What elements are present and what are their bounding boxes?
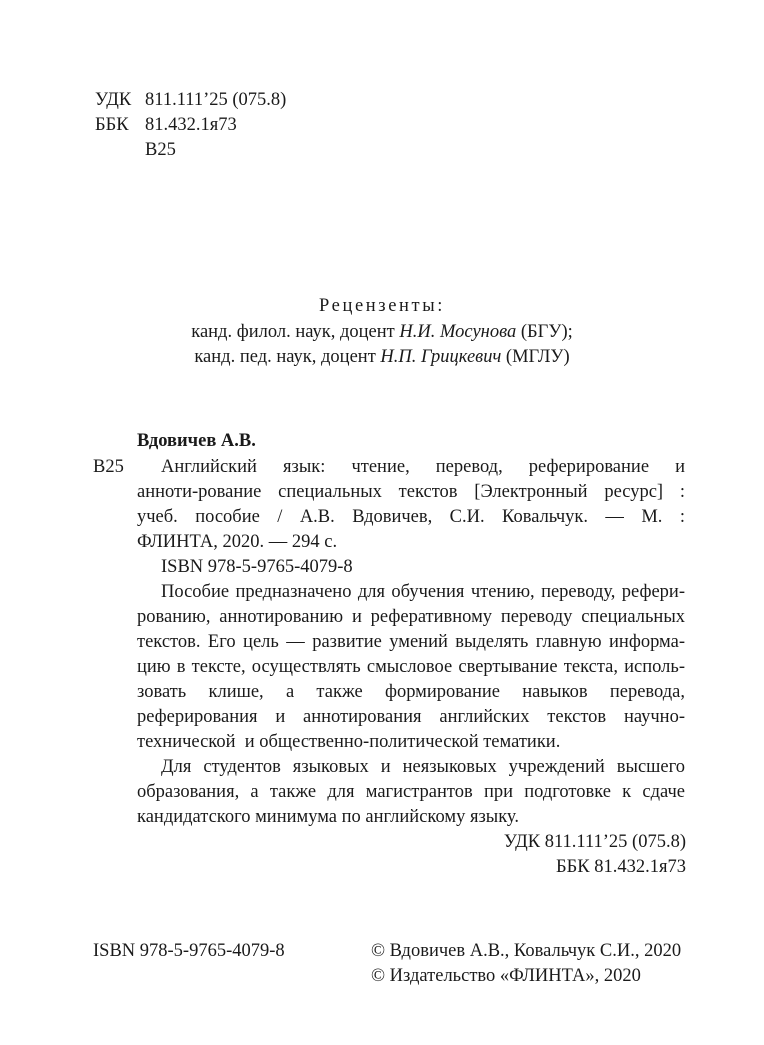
abstract-line: Пособие предназначено для обучения чтению, переводу, рефери-: [161, 582, 685, 602]
udk-label: УДК: [95, 90, 132, 110]
reviewer-2-name: Н.П. Грицкевич: [380, 347, 502, 367]
bib-line-2: анноти-рование специальных текстов [Электронный ресурс] :: [137, 482, 685, 502]
udk-value: 811.111’25 (075.8): [145, 90, 287, 110]
abstract-line: рованию, аннотированию и реферативному переводу специальных: [137, 607, 685, 627]
audience-line-last: кандидатского минимума по английскому языку.: [137, 807, 519, 827]
book-author: Вдовичев А.В.: [137, 431, 256, 451]
udk-line: [95, 90, 286, 111]
reviewers-heading: Рецензенты:: [319, 296, 445, 316]
reviewer-2-org: (МГЛУ): [505, 347, 570, 367]
reviewer-1-name: Н.И. Мосунова: [399, 322, 517, 342]
udk-right: УДК 811.111’25 (075.8): [503, 832, 686, 852]
abstract-line: текстов. Его цель — развитие умений выделять главную информа-: [137, 632, 685, 652]
copyright-authors: © Вдовичев А.В., Ковальчук С.И., 2020: [371, 941, 682, 961]
bbk-value: 81.432.1я73: [145, 115, 237, 135]
audience-line: образования, а также для магистрантов при подготовке к сдаче: [137, 782, 685, 802]
audience-line: Для студентов языковых и неязыковых учреждений высшего: [161, 757, 685, 777]
reviewer-1: [0, 322, 764, 343]
bbk-line: [95, 115, 237, 136]
bbk-right: ББК 81.432.1я73: [556, 857, 686, 877]
bib-line-3: учеб. пособие / А.В. Вдовичев, С.И. Ковальчук. — М. :: [137, 507, 685, 527]
bib-line-1: Английский язык: чтение, перевод, реферирование и: [161, 457, 685, 477]
reviewer-1-prefix: канд. филол. наук, доцент: [191, 322, 395, 342]
footer-isbn: ISBN 978-5-9765-4079-8: [93, 941, 285, 961]
bib-isbn: ISBN 978-5-9765-4079-8: [161, 557, 353, 577]
reviewer-2: [0, 347, 764, 368]
bib-line-4: ФЛИНТА, 2020. — 294 с.: [137, 532, 338, 552]
bbk-label: ББК: [95, 115, 129, 135]
bib-author-mark: В25: [93, 457, 124, 477]
abstract-line-last: технической и общественно-политической тематики.: [137, 732, 561, 752]
abstract-line: цию в тексте, осуществлять смысловое свертывание текста, исполь-: [137, 657, 685, 677]
reviewer-1-org: (БГУ);: [520, 322, 573, 342]
abstract-line: зовать клише, а также формирование навыков перевода,: [137, 682, 685, 702]
author-mark: В25: [145, 140, 176, 160]
reviewer-2-prefix: канд. пед. наук, доцент: [194, 347, 376, 367]
copyright-publisher: © Издательство «ФЛИНТА», 2020: [371, 966, 641, 986]
abstract-line: реферирования и аннотирования английских текстов научно-: [137, 707, 685, 727]
